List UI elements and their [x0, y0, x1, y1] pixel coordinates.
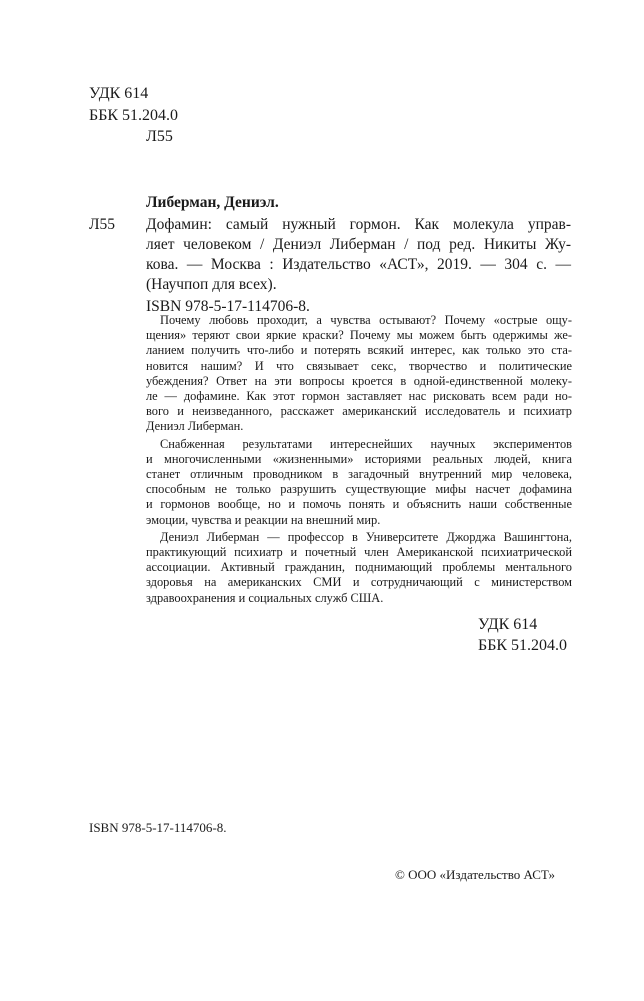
footer-isbn: ISBN 978-5-17-114706-8. — [89, 820, 227, 835]
bottom-udk-code: УДК 614 — [478, 616, 538, 633]
bibliographic-description — [146, 215, 571, 295]
annotation-line: практикующий психиатр и почетный член Американской психиатрической — [146, 545, 572, 560]
annotation-line: и гормонов вообще, но и помочь понять и объяснить наши собственные — [146, 497, 572, 512]
annotation-line: способным не только разрушить существующие мифы насчет дофамина — [146, 482, 572, 497]
copyright-notice: © ООО «Издательство АСТ» — [395, 867, 556, 882]
annotation-line: эмоции, чувства и реакции на внешний мир. — [146, 512, 381, 527]
annotation-line: ланием получить что-либо и потерять всякий интерес, как только это ста- — [146, 343, 572, 358]
author-mark: Л55 — [146, 128, 173, 145]
annotation-line: вого и неизведанного, расскажет американский исследователь и психиатр — [146, 404, 572, 419]
annotation-line: новится нашим? И что связывает секс, творчество и политические — [146, 358, 572, 373]
annotation — [146, 313, 572, 608]
author-heading: Либерман, Дениэл. — [146, 194, 279, 211]
annotation-line: Почему любовь проходит, а чувства остывают? Почему «острые ощу- — [160, 313, 572, 327]
description-line: (Научпоп для всех). — [146, 276, 277, 293]
bbk-code: ББК 51.204.0 — [89, 107, 179, 124]
annotation-line: ассоциации. Активный гражданин, поднимающий проблемы ментального — [146, 560, 572, 575]
bottom-bbk-code: ББК 51.204.0 — [478, 637, 568, 654]
record-author-mark: Л55 — [89, 216, 116, 233]
annotation-paragraph — [146, 437, 572, 528]
annotation-line: и многочисленными «жизненными» историями реальных людей, книга — [146, 451, 572, 466]
annotation-line: Дениэл Либерман. — [146, 419, 244, 434]
annotation-paragraph — [146, 313, 572, 435]
annotation-line: здоровья на американских СМИ и сотрудничающий с министерством — [146, 575, 572, 590]
annotation-line: ле — дофамине. Как этот гормон заставляет нас рисковать всем ради но- — [146, 389, 572, 404]
description-line: кова. — Москва : Издательство «АСТ», 2019. — 304 с. — — [146, 256, 571, 273]
annotation-paragraph — [146, 530, 572, 606]
annotation-line: щения» теряют свои яркие краски? Почему мы можем быть одержимы же- — [146, 328, 572, 343]
annotation-line: Снабженная результатами интереснейших научных экспериментов — [160, 436, 572, 451]
annotation-line: здравоохранения и социальных служб США. — [146, 590, 384, 605]
description-line: ляет человеком / Дениэл Либерман / под ред. Никиты Жу- — [146, 236, 571, 253]
record-isbn: ISBN 978-5-17-114706-8. — [146, 298, 310, 315]
annotation-line: убеждения? Ответ на эти вопросы кроется в одной-единственной молеку- — [146, 373, 572, 388]
annotation-line: Дениэл Либерман — профессор в Университете Джорджа Вашингтона, — [160, 529, 572, 544]
description-line: Дофамин: самый нужный гормон. Как молекула управ- — [146, 216, 571, 233]
annotation-line: станет отличным проводником в загадочный внутренний мир человека, — [146, 467, 572, 482]
udk-code: УДК 614 — [89, 85, 149, 102]
